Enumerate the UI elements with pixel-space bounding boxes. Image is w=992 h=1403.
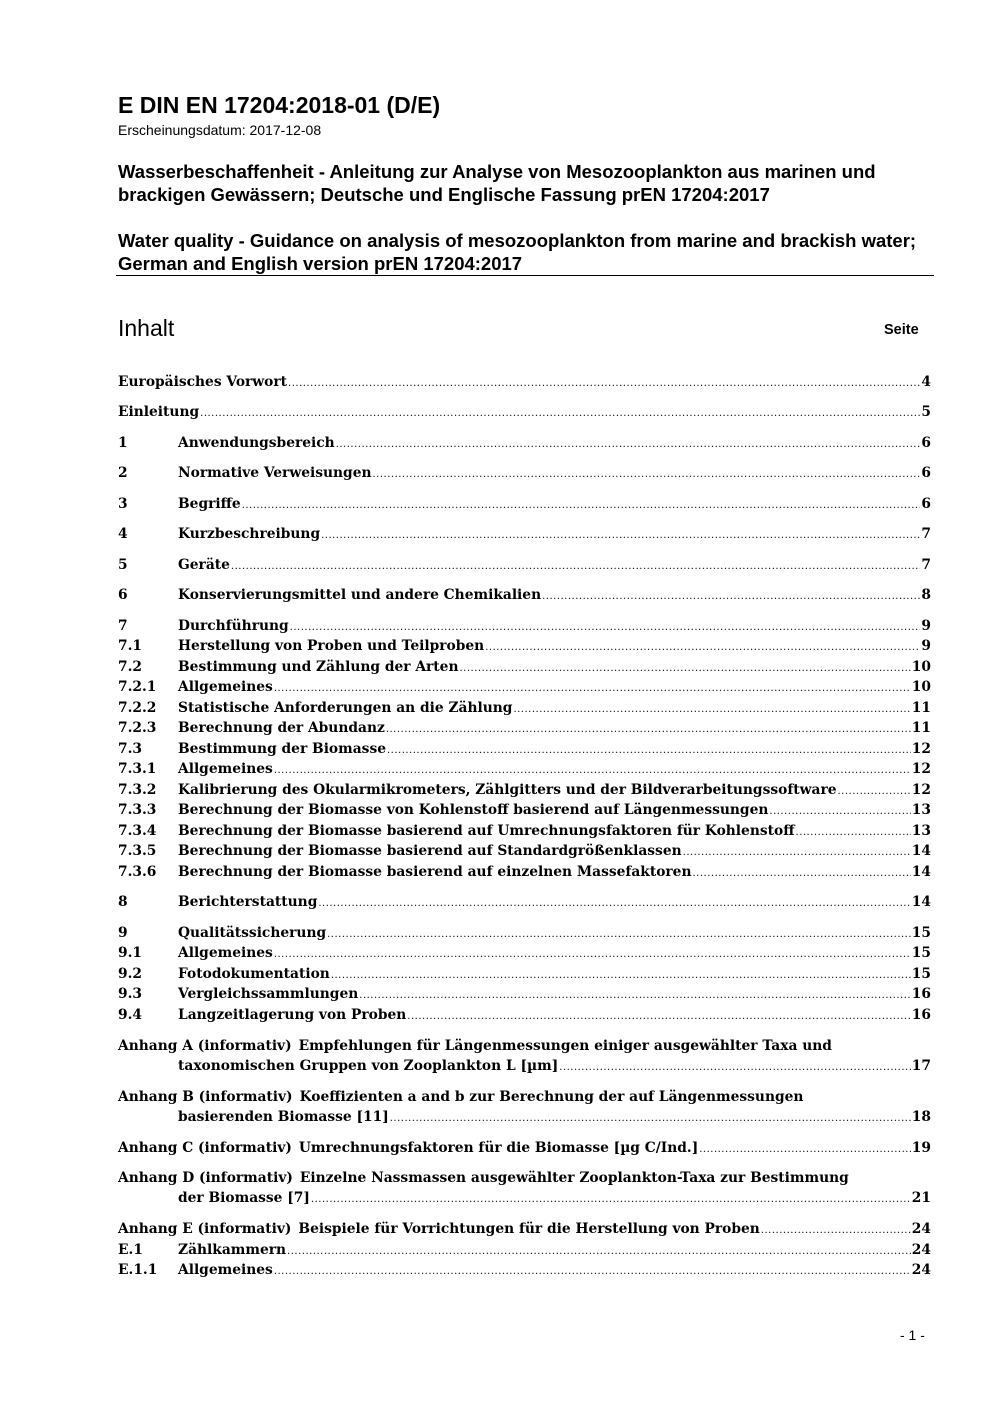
toc-entry-title: der Biomasse [7]	[178, 1190, 310, 1206]
toc-entry[interactable]	[118, 555, 931, 575]
toc-entry[interactable]	[118, 984, 931, 1004]
toc-dot-leader	[318, 892, 910, 912]
toc-entry-page: 21	[911, 1190, 931, 1206]
toc-entry-page: 16	[911, 1007, 931, 1023]
toc-entry-page: 8	[921, 587, 931, 603]
toc-entry-page: 7	[921, 557, 931, 573]
document-id: E DIN EN 17204:2018-01 (D/E)	[118, 92, 441, 118]
toc-entry-page: 9	[921, 638, 931, 654]
toc-entry[interactable]	[118, 616, 931, 636]
toc-entry-page: 12	[911, 761, 931, 777]
toc-entry[interactable]	[118, 585, 931, 605]
page-number: - 1 -	[900, 1327, 925, 1343]
toc-dot-leader	[699, 1138, 911, 1158]
toc-entry-title: Allgemeines	[178, 945, 273, 961]
toc-annex-entry-continuation[interactable]	[178, 1056, 931, 1076]
toc-entry-page: 10	[911, 679, 931, 695]
toc-entry-number: 8	[118, 894, 128, 910]
toc-entry[interactable]	[118, 402, 931, 422]
toc-entry-title: Zählkammern	[178, 1242, 287, 1258]
toc-entry-number: 9	[118, 925, 128, 941]
toc-entry-page: 6	[921, 435, 931, 451]
toc-entry-page: 15	[911, 925, 931, 941]
toc-annex-entry[interactable]	[118, 1087, 931, 1107]
toc-annex-entry[interactable]	[118, 1168, 931, 1188]
toc-dot-leader	[274, 943, 911, 963]
toc-entry-page: 15	[911, 966, 931, 982]
toc-entry-page: 4	[921, 374, 931, 390]
toc-dot-leader	[288, 372, 920, 392]
toc-dot-leader	[274, 1260, 911, 1280]
toc-entry-number: 7.3.1	[118, 761, 157, 777]
toc-entry-page: 6	[921, 496, 931, 512]
toc-entry-number: 1	[118, 435, 128, 451]
toc-entry[interactable]	[118, 677, 931, 697]
toc-dot-leader	[542, 585, 920, 605]
toc-dot-leader	[311, 1188, 911, 1208]
toc-entry[interactable]	[118, 636, 931, 656]
toc-annex-entry[interactable]	[118, 1138, 931, 1158]
toc-annex-entry[interactable]	[118, 1219, 931, 1239]
toc-entry-number: 6	[118, 587, 128, 603]
toc-entry-number: 7.1	[118, 638, 143, 654]
toc-dot-leader	[387, 739, 911, 759]
toc-dot-leader	[407, 1005, 911, 1025]
toc-entry-title: Beispiele für Vorrichtungen für die Herstellung von Proben	[298, 1221, 760, 1237]
toc-entry[interactable]	[118, 524, 931, 544]
toc-dot-leader	[231, 555, 920, 575]
toc-entry-title: Berechnung der Biomasse basierend auf Standardgrößenklassen	[178, 843, 682, 859]
toc-entry-page: 13	[911, 802, 931, 818]
toc-dot-leader	[327, 923, 911, 943]
toc-entry-page: 17	[911, 1058, 931, 1074]
toc-entry[interactable]	[118, 463, 931, 483]
toc-entry-number: 9.1	[118, 945, 143, 961]
toc-entry-title: Vergleichssammlungen	[178, 986, 359, 1002]
toc-entry-number: 7.3.3	[118, 802, 157, 818]
toc-entry-title: Statistische Anforderungen an die Zählung	[178, 700, 513, 716]
title-english: Water quality - Guidance on analysis of mesozooplankton from marine and brackish water; German and English version prEN 17204:2017	[118, 230, 917, 274]
toc-entry-title: Bestimmung der Biomasse	[178, 741, 386, 757]
toc-entry-number: 5	[118, 557, 128, 573]
toc-entry-number: 7.3	[118, 741, 143, 757]
toc-entry-title: Durchführung	[178, 618, 289, 634]
toc-entry-page: 12	[911, 741, 931, 757]
toc-entry[interactable]	[118, 657, 931, 677]
toc-dot-leader	[769, 800, 910, 820]
toc-entry-number: 2	[118, 465, 128, 481]
toc-entry-page: 14	[911, 894, 931, 910]
toc-entry-page: 15	[911, 945, 931, 961]
toc-annex-prefix: Anhang E (informativ)	[118, 1221, 292, 1237]
toc-entry-page: 18	[911, 1109, 931, 1125]
toc-entry[interactable]	[118, 841, 931, 861]
toc-entry-number: E.1	[118, 1242, 143, 1258]
toc-entry-title: taxonomischen Gruppen von Zooplankton L [µm]	[178, 1058, 559, 1074]
toc-entry-title: Normative Verweisungen	[178, 465, 372, 481]
toc-entry[interactable]	[118, 1240, 931, 1260]
toc-dot-leader	[683, 841, 911, 861]
toc-entry-page: 19	[911, 1140, 931, 1156]
toc-entry-page: 10	[911, 659, 931, 675]
toc-entry-number: 7.2.1	[118, 679, 157, 695]
toc-entry-number: 3	[118, 496, 128, 512]
toc-annex-entry-continuation[interactable]	[178, 1107, 931, 1127]
toc-entry-title: Bestimmung und Zählung der Arten	[178, 659, 459, 675]
toc-entry-page: 24	[911, 1262, 931, 1278]
toc-dot-leader	[200, 402, 920, 422]
toc-entry[interactable]	[118, 739, 931, 759]
toc-entry[interactable]	[118, 1260, 931, 1280]
toc-entry-number: 9.4	[118, 1007, 143, 1023]
toc-entry-number: 7	[118, 618, 128, 634]
publication-date: Erscheinungsdatum: 2017-12-08	[118, 122, 322, 138]
toc-entry-number: 9.3	[118, 986, 143, 1002]
toc-entry-title: Langzeitlagerung von Proben	[178, 1007, 407, 1023]
toc-dot-leader	[559, 1056, 911, 1076]
toc-dot-leader	[796, 821, 911, 841]
toc-dot-leader	[390, 1107, 911, 1127]
toc-entry-title: Begriffe	[178, 496, 241, 512]
toc-dot-leader	[287, 1240, 911, 1260]
toc-entry[interactable]	[118, 862, 931, 882]
toc-dot-leader	[242, 494, 921, 514]
toc-entry-title: Kalibrierung des Okularmikrometers, Zählgitters und der Bildverarbeitungssoftware	[178, 782, 837, 798]
toc-entry-title: Konservierungsmittel und andere Chemikalien	[178, 587, 542, 603]
toc-dot-leader	[386, 718, 911, 738]
toc-dot-leader	[693, 862, 911, 882]
toc-entry[interactable]	[118, 780, 931, 800]
toc-entry-page: 5	[921, 404, 931, 420]
toc-entry-title: Fotodokumentation	[178, 966, 330, 982]
toc-dot-leader	[838, 780, 911, 800]
toc-entry-page: 24	[911, 1221, 931, 1237]
toc-entry[interactable]	[118, 821, 931, 841]
toc-dot-leader	[513, 698, 910, 718]
toc-entry-page: 9	[921, 618, 931, 634]
toc-annex-prefix: Anhang A (informativ)	[118, 1038, 292, 1054]
toc-entry-title: Berechnung der Biomasse basierend auf einzelnen Massefaktoren	[178, 864, 692, 880]
toc-dot-leader	[274, 759, 911, 779]
toc-entry-title: basierenden Biomasse [11]	[178, 1109, 389, 1125]
toc-entry-page: 14	[911, 843, 931, 859]
toc-heading: Inhalt	[118, 315, 175, 341]
toc-entry[interactable]	[118, 759, 931, 779]
toc-annex-prefix: Anhang B (informativ)	[118, 1089, 293, 1105]
toc-entry-number: 7.3.4	[118, 823, 157, 839]
toc-dot-leader	[290, 616, 921, 636]
toc-dot-leader	[359, 984, 911, 1004]
toc-dot-leader	[321, 524, 920, 544]
toc-entry-number: 7.3.2	[118, 782, 157, 798]
toc-entry-page: 14	[911, 864, 931, 880]
toc-entry-title: Einzelne Nassmassen ausgewählter Zooplankton-Taxa zur Bestimmung	[299, 1170, 849, 1186]
toc-entry-page: 13	[911, 823, 931, 839]
toc-entry-title: Kurzbeschreibung	[178, 526, 321, 542]
toc-page-column-label: Seite	[884, 322, 919, 338]
toc-entry[interactable]	[118, 433, 931, 453]
toc-annex-entry[interactable]	[118, 1036, 931, 1056]
toc-entry[interactable]	[118, 943, 931, 963]
toc-entry-title: Allgemeines	[178, 761, 273, 777]
toc-annex-prefix: Anhang C (informativ)	[118, 1140, 292, 1156]
toc-entry-page: 7	[921, 526, 931, 542]
toc-annex-entry-continuation[interactable]	[178, 1188, 931, 1208]
title-german: Wasserbeschaffenheit - Anleitung zur Analyse von Mesozooplankton aus marinen und brackigen Gewässern; Deutsche und Englische Fassung prEN 17204:2017	[118, 161, 876, 205]
toc-entry-title: Berichterstattung	[178, 894, 318, 910]
toc-dot-leader	[485, 636, 920, 656]
toc-dot-leader	[274, 677, 911, 697]
toc-entry-number: E.1.1	[118, 1262, 158, 1278]
toc-entry-title: Qualitätssicherung	[178, 925, 327, 941]
toc-entry-number: 7.2.2	[118, 700, 157, 716]
toc-dot-leader	[761, 1219, 911, 1239]
toc-entry-title: Einleitung	[118, 404, 200, 420]
toc-entry-title: Allgemeines	[178, 679, 273, 695]
toc-entry[interactable]	[118, 372, 931, 392]
toc-entry-number: 7.3.5	[118, 843, 157, 859]
toc-entry-title: Empfehlungen für Längenmessungen einiger ausgewählter Taxa und	[298, 1038, 832, 1054]
toc-entry-page: 24	[911, 1242, 931, 1258]
toc-entry-title: Anwendungsbereich	[178, 435, 335, 451]
toc-entry-number: 7.2.3	[118, 720, 157, 736]
toc-entry[interactable]	[118, 923, 931, 943]
toc-entry[interactable]	[118, 718, 931, 738]
toc-dot-leader	[460, 657, 911, 677]
toc-entry-number: 9.2	[118, 966, 143, 982]
toc-dot-leader	[331, 964, 911, 984]
toc-entry-page: 11	[911, 720, 931, 736]
toc-entry-title: Geräte	[178, 557, 230, 573]
toc-entry-title: Herstellung von Proben und Teilproben	[178, 638, 485, 654]
toc-entry-title: Koeffizienten a and b zur Berechnung der auf Längenmessungen	[299, 1089, 804, 1105]
toc-entry[interactable]	[118, 800, 931, 820]
toc-entry-title: Berechnung der Biomasse basierend auf Umrechnungsfaktoren für Kohlenstoff	[178, 823, 795, 839]
toc-entry-number: 7.2	[118, 659, 143, 675]
toc-dot-leader	[373, 463, 921, 483]
toc-entry[interactable]	[118, 964, 931, 984]
toc-entry-title: Europäisches Vorwort	[118, 374, 288, 390]
toc-entry-number: 7.3.6	[118, 864, 157, 880]
toc-entry[interactable]	[118, 1005, 931, 1025]
toc-entry-title: Umrechnungsfaktoren für die Biomasse [µg C/Ind.]	[298, 1140, 699, 1156]
toc-entry-title: Berechnung der Abundanz	[178, 720, 385, 736]
toc-entry-page: 11	[911, 700, 931, 716]
toc-dot-leader	[336, 433, 921, 453]
toc-entry-page: 16	[911, 986, 931, 1002]
toc-entry-page: 12	[911, 782, 931, 798]
toc-entry[interactable]	[118, 494, 931, 514]
toc-entry-title: Berechnung der Biomasse von Kohlenstoff basierend auf Längenmessungen	[178, 802, 769, 818]
toc-entry-number: 4	[118, 526, 128, 542]
toc-annex-prefix: Anhang D (informativ)	[118, 1170, 293, 1186]
toc-entry-page: 6	[921, 465, 931, 481]
toc-entry-title: Allgemeines	[178, 1262, 273, 1278]
toc-entry[interactable]	[118, 698, 931, 718]
toc-entry[interactable]	[118, 892, 931, 912]
